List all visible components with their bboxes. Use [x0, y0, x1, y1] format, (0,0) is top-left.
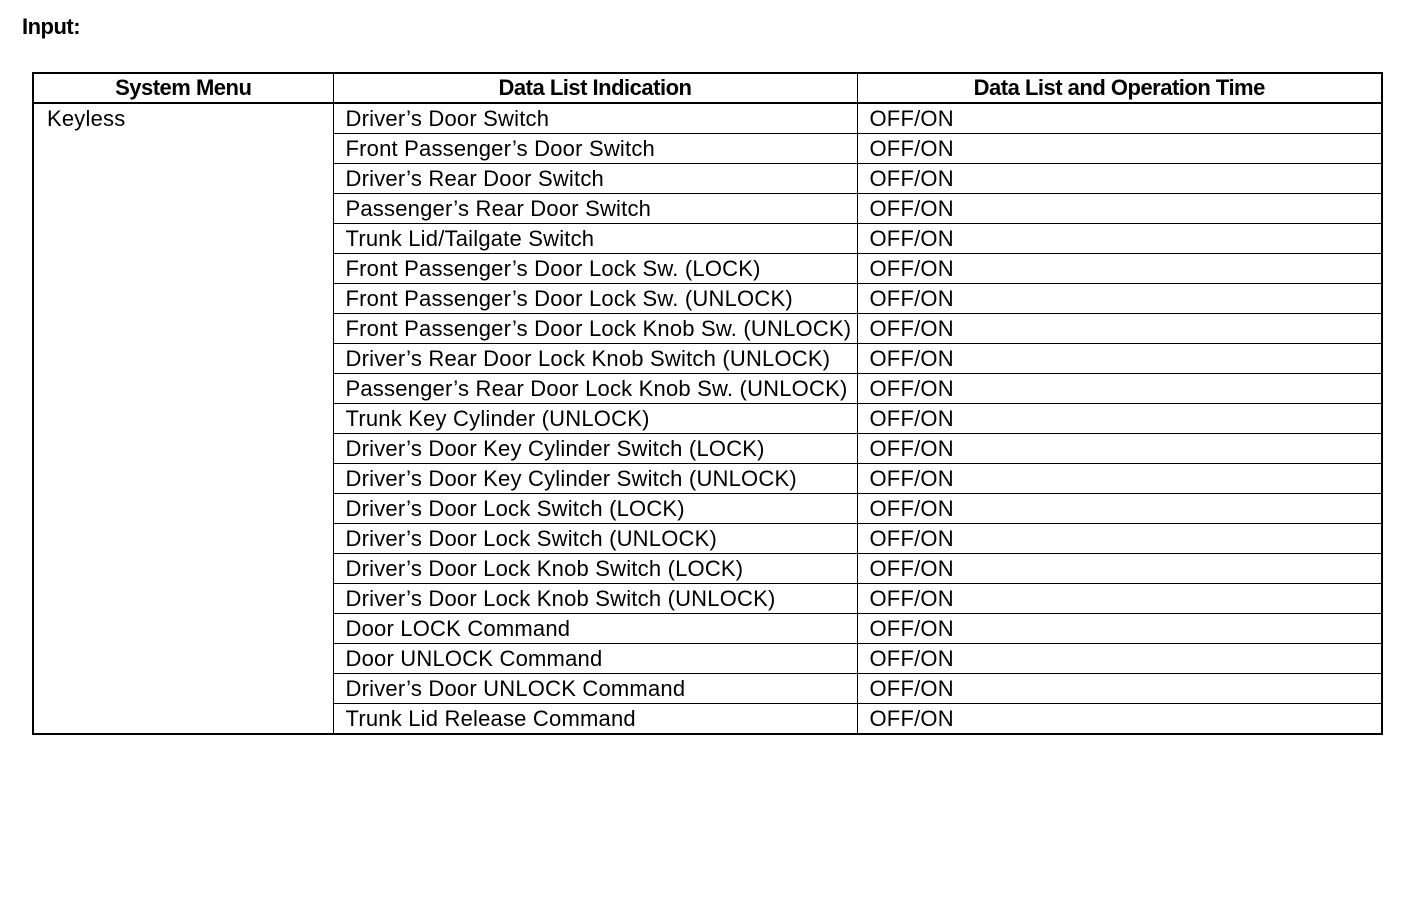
- value-cell: OFF/ON: [857, 194, 1382, 224]
- value-cell: OFF/ON: [857, 614, 1382, 644]
- value-cell: OFF/ON: [857, 374, 1382, 404]
- indication-cell: Driver’s Door Switch: [333, 103, 857, 134]
- indication-cell: Trunk Lid Release Command: [333, 704, 857, 735]
- indication-cell: Driver’s Door Lock Knob Switch (LOCK): [333, 554, 857, 584]
- value-cell: OFF/ON: [857, 254, 1382, 284]
- indication-cell: Driver’s Rear Door Switch: [333, 164, 857, 194]
- indication-header: Data List Indication: [333, 73, 857, 103]
- table-body: [33, 103, 1382, 734]
- indication-cell: Driver’s Door UNLOCK Command: [333, 674, 857, 704]
- value-cell: OFF/ON: [857, 494, 1382, 524]
- indication-cell: Driver’s Door Lock Switch (UNLOCK): [333, 524, 857, 554]
- indication-cell: Front Passenger’s Door Lock Sw. (LOCK): [333, 254, 857, 284]
- system-menu-cell: Keyless: [33, 103, 333, 734]
- value-cell: OFF/ON: [857, 434, 1382, 464]
- indication-cell: Door LOCK Command: [333, 614, 857, 644]
- indication-cell: Trunk Lid/Tailgate Switch: [333, 224, 857, 254]
- indication-cell: Driver’s Door Key Cylinder Switch (UNLOCK): [333, 464, 857, 494]
- value-cell: OFF/ON: [857, 224, 1382, 254]
- value-cell: OFF/ON: [857, 284, 1382, 314]
- indication-cell: Trunk Key Cylinder (UNLOCK): [333, 404, 857, 434]
- value-cell: OFF/ON: [857, 103, 1382, 134]
- value-cell: OFF/ON: [857, 464, 1382, 494]
- indication-cell: Front Passenger’s Door Switch: [333, 134, 857, 164]
- table-header: [33, 73, 1382, 103]
- value-cell: OFF/ON: [857, 314, 1382, 344]
- indication-cell: Door UNLOCK Command: [333, 644, 857, 674]
- value-cell: OFF/ON: [857, 524, 1382, 554]
- table-row: [33, 103, 1382, 134]
- indication-cell: Front Passenger’s Door Lock Knob Sw. (UNLOCK): [333, 314, 857, 344]
- indication-cell: Passenger’s Rear Door Switch: [333, 194, 857, 224]
- indication-cell: Driver’s Door Lock Switch (LOCK): [333, 494, 857, 524]
- value-cell: OFF/ON: [857, 554, 1382, 584]
- value-cell: OFF/ON: [857, 584, 1382, 614]
- value-cell: OFF/ON: [857, 344, 1382, 374]
- page-heading: Input:: [22, 14, 81, 39]
- value-cell: OFF/ON: [857, 134, 1382, 164]
- value-cell: OFF/ON: [857, 644, 1382, 674]
- value-cell: OFF/ON: [857, 704, 1382, 735]
- value-cell: OFF/ON: [857, 674, 1382, 704]
- system-menu-header: System Menu: [33, 73, 333, 103]
- indication-cell: Passenger’s Rear Door Lock Knob Sw. (UNLOCK): [333, 374, 857, 404]
- value-cell: OFF/ON: [857, 164, 1382, 194]
- indication-cell: Driver’s Rear Door Lock Knob Switch (UNLOCK): [333, 344, 857, 374]
- indication-cell: Front Passenger’s Door Lock Sw. (UNLOCK): [333, 284, 857, 314]
- indication-cell: Driver’s Door Lock Knob Switch (UNLOCK): [333, 584, 857, 614]
- indication-cell: Driver’s Door Key Cylinder Switch (LOCK): [333, 434, 857, 464]
- value-cell: OFF/ON: [857, 404, 1382, 434]
- operation-header: Data List and Operation Time: [857, 73, 1382, 103]
- data-list-table: [32, 72, 1383, 735]
- header-row: [33, 73, 1382, 103]
